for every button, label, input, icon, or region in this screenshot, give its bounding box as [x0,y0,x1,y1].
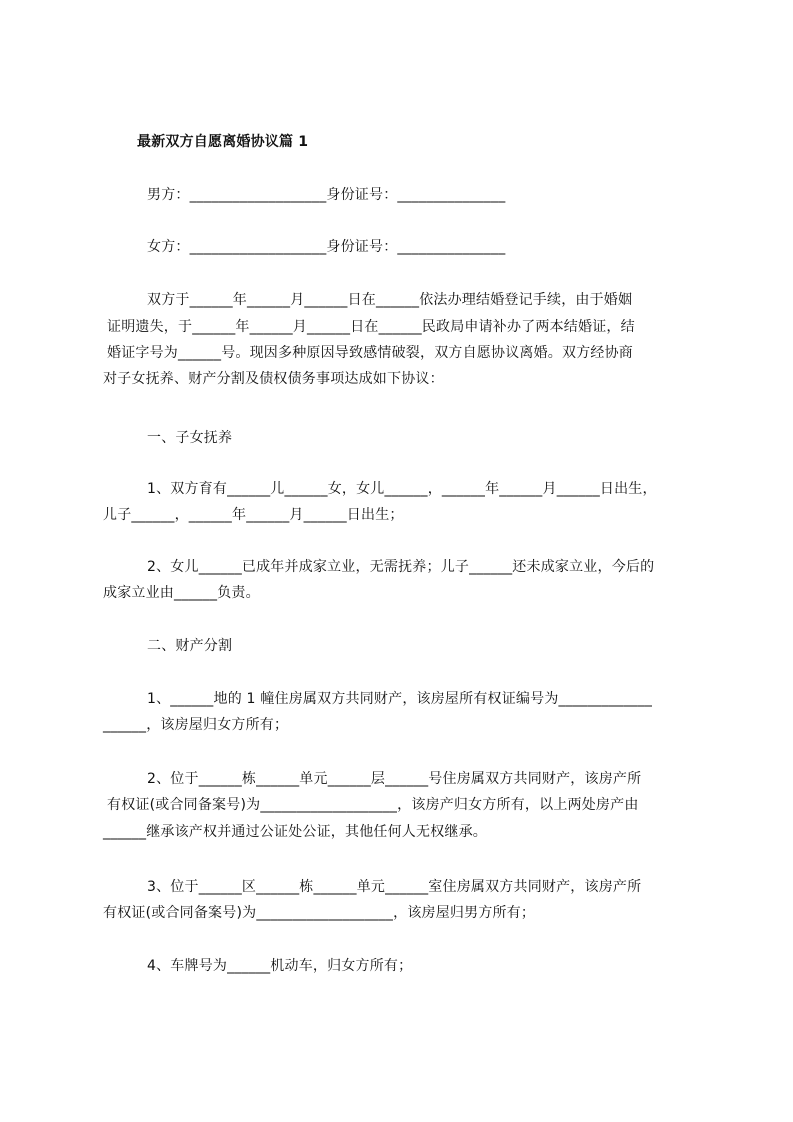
property-item-1-line-1: 1、______地的 1 幢住房属双方共同财产，该房屋所有权证编号为_____________ [147,691,653,707]
party-male-line: 男方：___________________身份证号：_______________ [147,187,506,203]
property-item-2-line-3: ______继承该产权并通过公证处公证，其他任何人无权继承。 [103,824,487,840]
section-2-heading: 二、财产分割 [147,638,233,654]
party-female-line: 女方：___________________身份证号：_______________ [147,239,506,255]
intro-line-2: 证明遗失，于______年______月______日在______民政局申请补办了两本结婚证，结 [107,319,635,335]
document-title: 最新双方自愿离婚协议篇 1 [137,134,309,150]
child-item-1-line-2: 儿子______，______年______月______日出生； [103,507,404,523]
child-item-2-line-2: 成家立业由______负责。 [103,585,260,601]
property-item-3-line-1: 3、位于______区______栋______单元______室住房属双方共同财产，该房产所 [147,879,642,895]
property-item-2-line-2: 有权证(或合同备案号)为___________________，该房产归女方所有，以上两处房产由 [107,797,639,813]
section-1-heading: 一、子女抚养 [147,430,233,446]
property-item-4-line-1: 4、车牌号为______机动车，归女方所有； [147,958,413,974]
property-item-3-line-2: 有权证(或合同备案号)为___________________，该房屋归男方所有； [103,905,536,921]
property-item-1-line-2: ______，该房屋归女方所有； [103,717,289,733]
intro-line-4: 对子女抚养、财产分割及债权债务事项达成如下协议： [103,371,444,387]
child-item-2-line-1: 2、女儿______已成年并成家立业，无需抚养；儿子______还未成家立业，今后的 [147,559,655,575]
property-item-2-line-1: 2、位于______栋______单元______层______号住房属双方共同财产，该房产所 [147,771,642,787]
intro-line-1: 双方于______年______月______日在______依法办理结婚登记手续，由于婚姻 [147,292,633,308]
intro-line-3: 婚证字号为______号。现因多种原因导致感情破裂，双方自愿协议离婚。双方经协商 [107,345,633,361]
child-item-1-line-1: 1、双方育有______儿______女，女儿______，______年______月______日出生， [147,481,657,497]
